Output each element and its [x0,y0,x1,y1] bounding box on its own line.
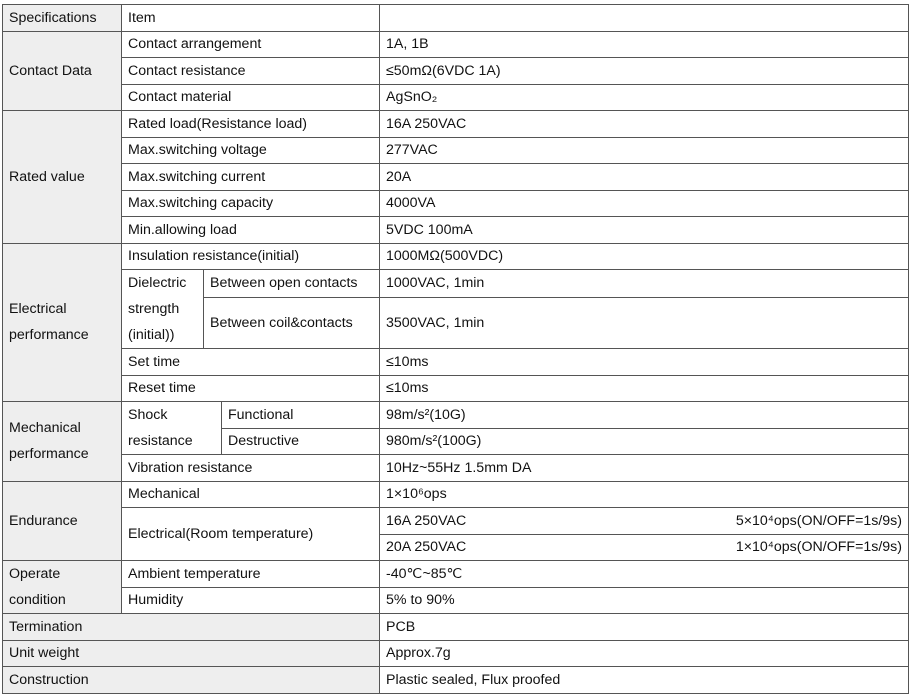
sub-item-cell: Functional [222,402,380,429]
value-cell: 20A [380,164,909,191]
section-unit-weight: Unit weight [3,640,380,667]
value-cell: ≤10ms [380,375,909,402]
value-cell: 277VAC [380,137,909,164]
item-cell: Contact resistance [122,58,380,85]
section-construction: Construction [3,667,380,694]
table-row [3,375,909,402]
table-row [3,111,909,138]
item-cell: Contact material [122,84,380,111]
value-cell: 10Hz~55Hz 1.5mm DA [380,455,909,482]
section-electrical-performance: Electrical performance [3,243,122,402]
item-cell: Reset time [122,375,380,402]
value-cell: 1000VAC, 1min [380,270,909,298]
shock-resistance-label: Shock resistance [122,402,222,455]
value-cell: 5% to 90% [380,587,909,614]
table-row [3,481,909,508]
value-cell: ≤10ms [380,349,909,376]
value-cell: 1×10⁶ops [380,481,909,508]
item-cell: Rated load(Resistance load) [122,111,380,138]
table-row [3,402,909,429]
item-cell: Electrical(Room temperature) [122,508,380,561]
table-row [3,587,909,614]
table-row [3,217,909,244]
table-row [3,31,909,58]
value-cell: -40℃~85℃ [380,561,909,588]
item-cell: Set time [122,349,380,376]
item-cell: Contact arrangement [122,31,380,58]
value-cell: 980m/s²(100G) [380,428,909,455]
value-cell: 1000MΩ(500VDC) [380,243,909,270]
item-cell: Humidity [122,587,380,614]
item-cell: Ambient temperature [122,561,380,588]
value-cell: AgSnO₂ [380,84,909,111]
table-row [3,561,909,588]
value-cell: Plastic sealed, Flux proofed [380,667,909,694]
item-cell: Max.switching voltage [122,137,380,164]
table-row [3,667,909,694]
table-row [3,190,909,217]
section-operate-condition: Operate condition [3,561,122,614]
item-cell: Vibration resistance [122,455,380,482]
section-mechanical-performance: Mechanical performance [3,402,122,482]
value-cell: PCB [380,614,909,641]
table-row [3,164,909,191]
value-cell: Approx.7g [380,640,909,667]
header-specifications: Specifications [3,5,122,32]
sub-item-cell: Destructive [222,428,380,455]
section-contact-data: Contact Data [3,31,122,111]
item-cell: Mechanical [122,481,380,508]
value-cell: 4000VA [380,190,909,217]
value-cell: ≤50mΩ(6VDC 1A) [380,58,909,85]
section-endurance: Endurance [3,481,122,561]
value-cell: 3500VAC, 1min [380,297,909,348]
sub-item-cell: Between coil&contacts [204,297,380,348]
value-cell [380,508,909,535]
specifications-table [2,4,909,694]
electrical-load: 16A 250VAC [386,512,467,529]
electrical-ops: 1×10⁴ops(ON/OFF=1s/9s) [735,539,902,556]
table-row [3,614,909,641]
table-row [3,508,909,535]
table-row [3,455,909,482]
value-cell: 1A, 1B [380,31,909,58]
item-cell: Insulation resistance(initial) [122,243,380,270]
dielectric-strength-label: Dielectric strength (initial)) [122,270,204,349]
electrical-ops: 5×10⁴ops(ON/OFF=1s/9s) [735,512,902,529]
electrical-load: 20A 250VAC [386,539,467,556]
table-row [3,270,909,298]
header-item: Item [122,5,380,32]
value-cell: 5VDC 100mA [380,217,909,244]
value-cell: 98m/s²(10G) [380,402,909,429]
item-cell: Min.allowing load [122,217,380,244]
table-row [3,349,909,376]
value-cell: 16A 250VAC [380,111,909,138]
table-row [3,84,909,111]
sub-item-cell: Between open contacts [204,270,380,298]
section-rated-value: Rated value [3,111,122,244]
table-header-row [3,5,909,32]
table-row [3,640,909,667]
header-value [380,5,909,32]
table-row [3,58,909,85]
section-termination: Termination [3,614,380,641]
value-cell [380,534,909,561]
table-row [3,243,909,270]
table-row [3,137,909,164]
item-cell: Max.switching capacity [122,190,380,217]
item-cell: Max.switching current [122,164,380,191]
